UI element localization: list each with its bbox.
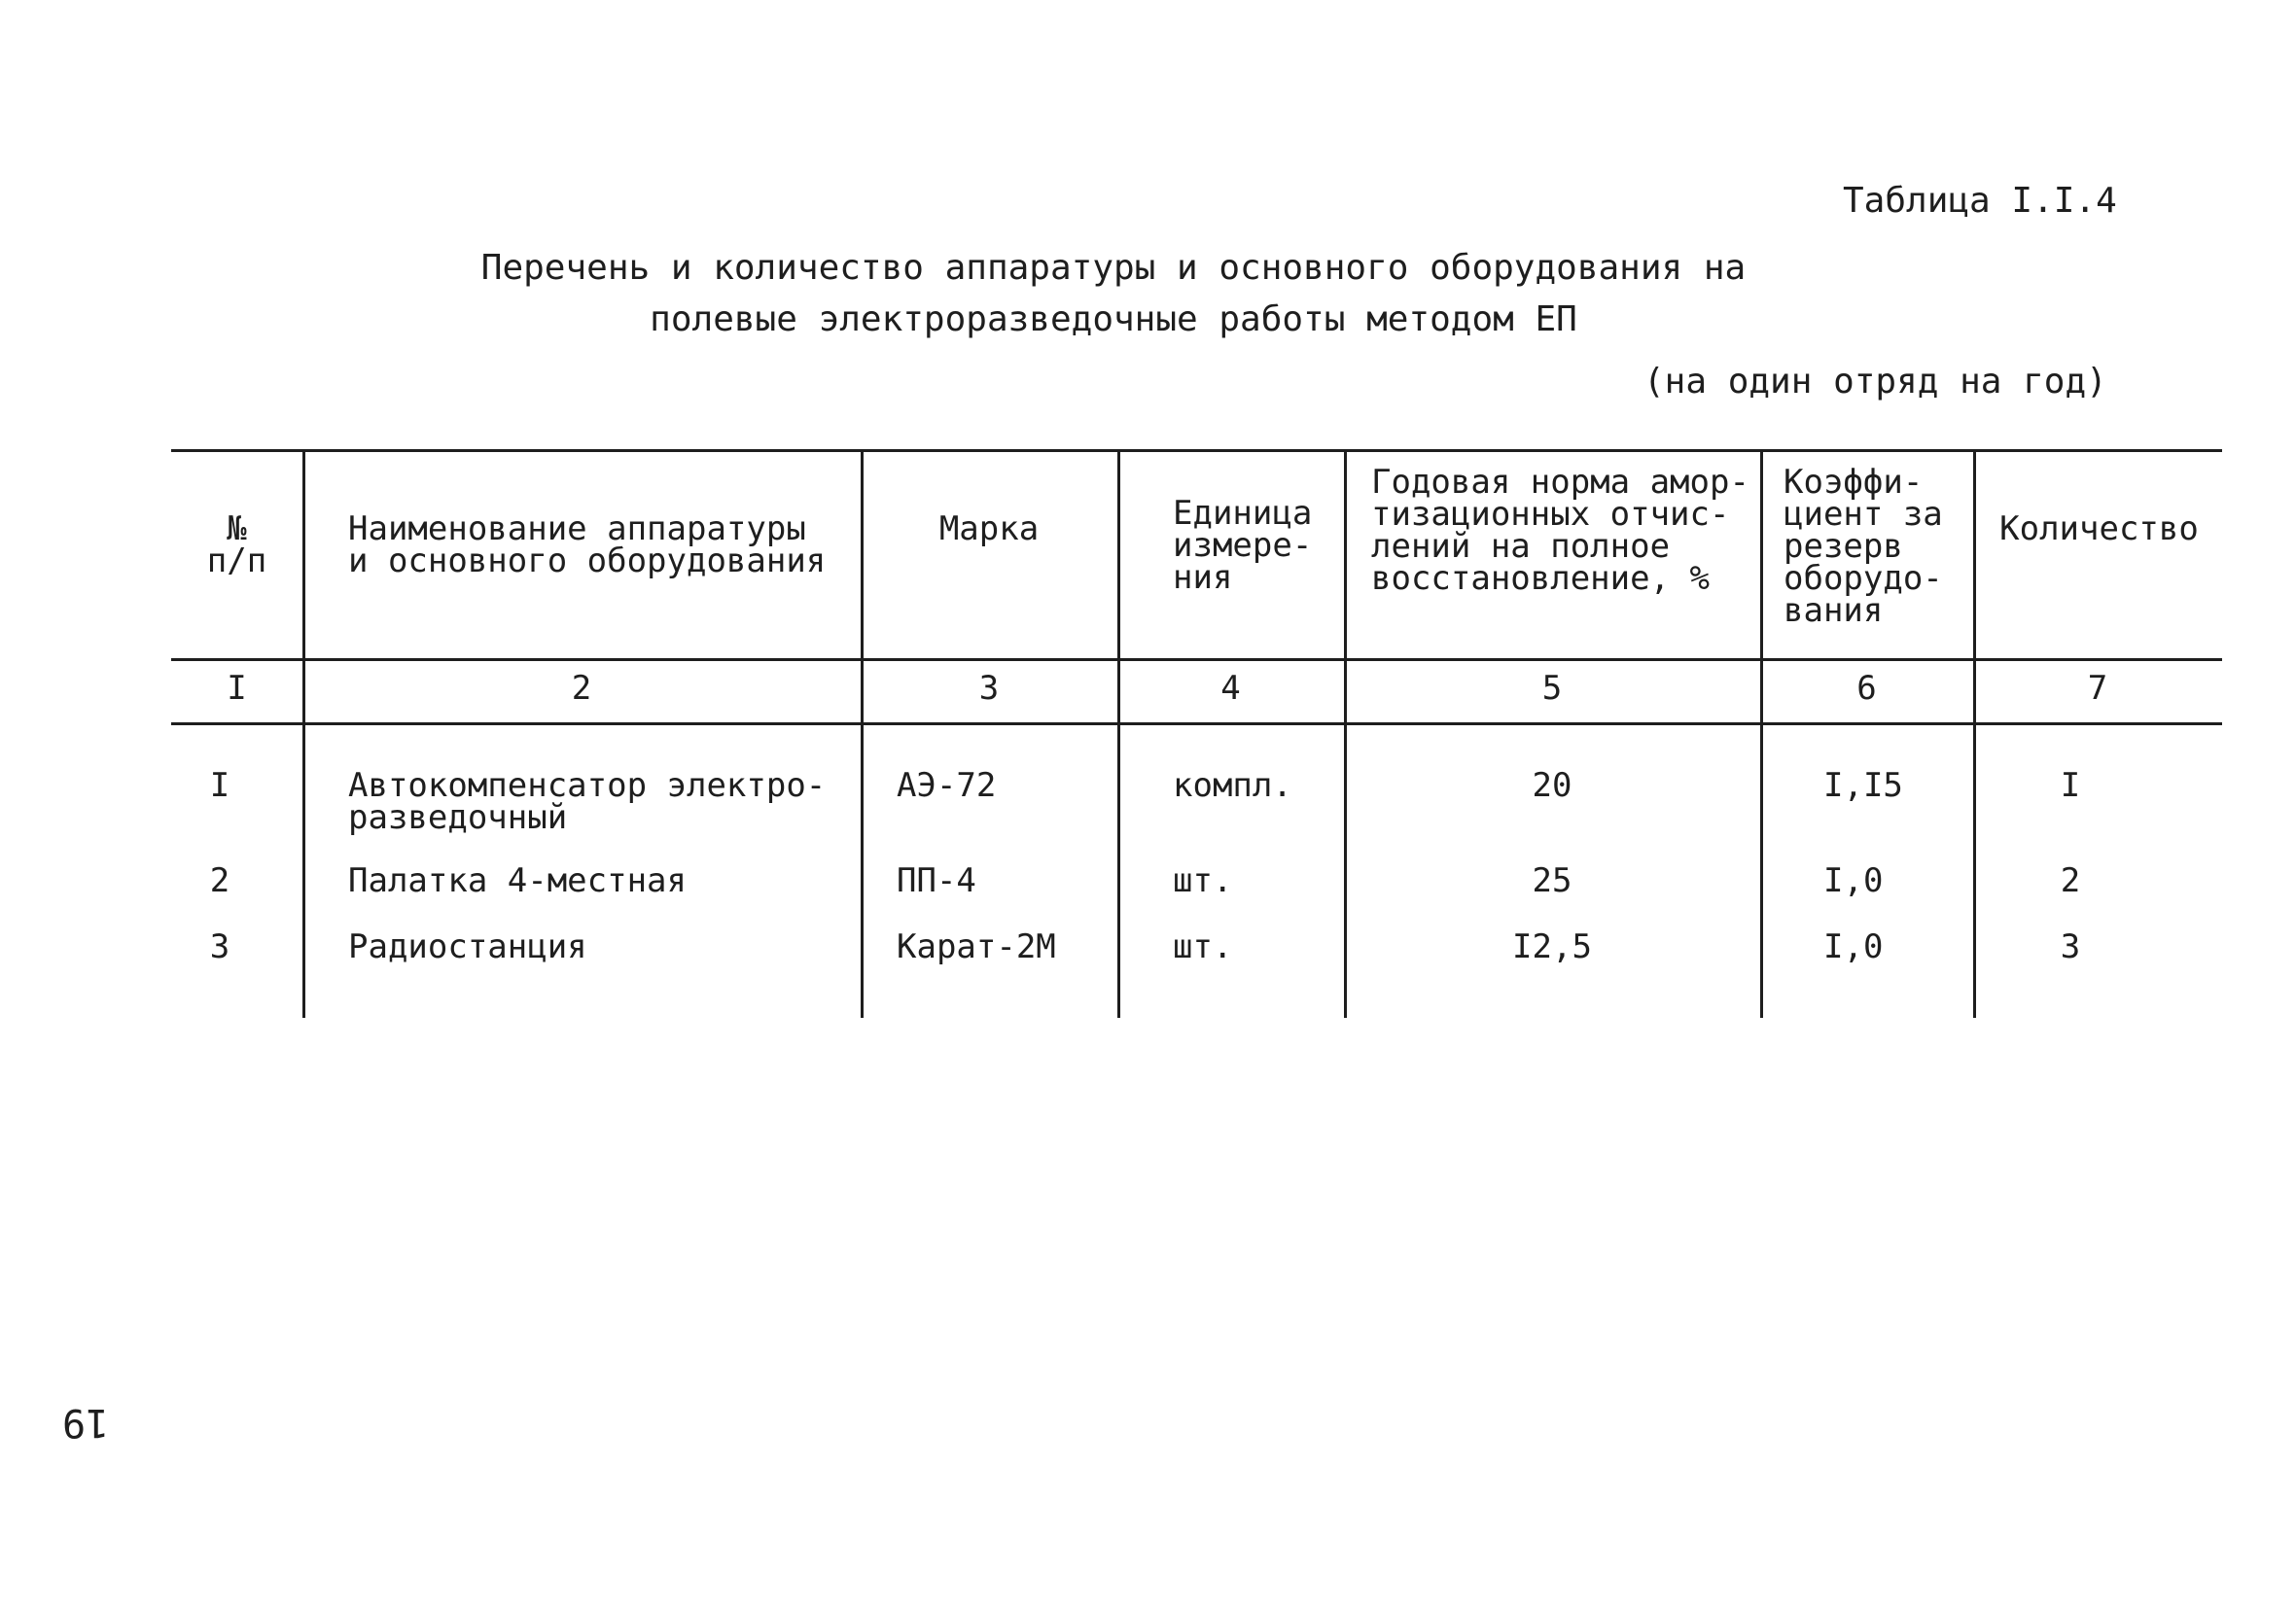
title-line-2: полевые электроразведочные работы методом ЕП [650, 299, 1577, 339]
column-divider [302, 449, 305, 1018]
column-divider [1117, 449, 1120, 1018]
quantity: 2 [2060, 861, 2081, 900]
quantity: I [2060, 766, 2081, 805]
header-name: Наименование аппаратуры и основного оборудования [348, 509, 827, 580]
page-number: 19 [61, 1400, 110, 1445]
header-brand: Марка [938, 509, 1040, 548]
measurement-unit: компл. [1173, 766, 1292, 805]
equipment-brand: АЭ-72 [897, 766, 997, 805]
reserve-coefficient: I,0 [1823, 927, 1884, 966]
title-line-1: Перечень и количество аппаратуры и основного оборудования на [480, 248, 1747, 288]
equipment-name: Автокомпенсатор электро- разведочный [348, 766, 827, 837]
column-number: 6 [1856, 669, 1877, 708]
column-numbers-bottom-rule [171, 722, 2222, 725]
equipment-brand: ПП-4 [897, 861, 976, 900]
measurement-unit: шт. [1173, 861, 1233, 900]
reserve-coefficient: I,I5 [1823, 766, 1903, 805]
column-number: 3 [978, 669, 1000, 708]
column-number: 7 [2087, 669, 2108, 708]
equipment-brand: Карат-2М [897, 927, 1056, 966]
column-number: 5 [1541, 669, 1563, 708]
header-quantity: Количество [1999, 509, 2199, 548]
column-number: 4 [1220, 669, 1241, 708]
header-reserve-coefficient: Коэффи- циент за резерв оборудо- вания [1784, 463, 1943, 630]
quantity: 3 [2060, 927, 2081, 966]
equipment-name: Палатка 4-местная [348, 861, 687, 900]
header-number: № п/п [206, 509, 267, 580]
depreciation-norm: 20 [1532, 766, 1572, 805]
reserve-coefficient: I,0 [1823, 861, 1884, 900]
depreciation-norm: I2,5 [1512, 927, 1592, 966]
row-number: 2 [209, 861, 230, 900]
measurement-unit: шт. [1173, 927, 1233, 966]
subtitle: (на один отряд на год) [1643, 362, 2107, 402]
table-top-rule [171, 449, 2222, 452]
header-depreciation-norm: Годовая норма амор- тизационных отчис- лений на полное восстановление, % [1371, 463, 1749, 598]
equipment-name: Радиостанция [348, 927, 587, 966]
column-number: I [227, 669, 247, 708]
row-number: 3 [209, 927, 230, 966]
column-number: 2 [571, 669, 592, 708]
header-bottom-rule [171, 658, 2222, 661]
depreciation-norm: 25 [1532, 861, 1572, 900]
column-divider [1760, 449, 1763, 1018]
table-label: Таблица I.I.4 [1843, 181, 2117, 221]
row-number: I [209, 766, 230, 805]
header-unit: Единица измере- ния [1173, 494, 1313, 597]
